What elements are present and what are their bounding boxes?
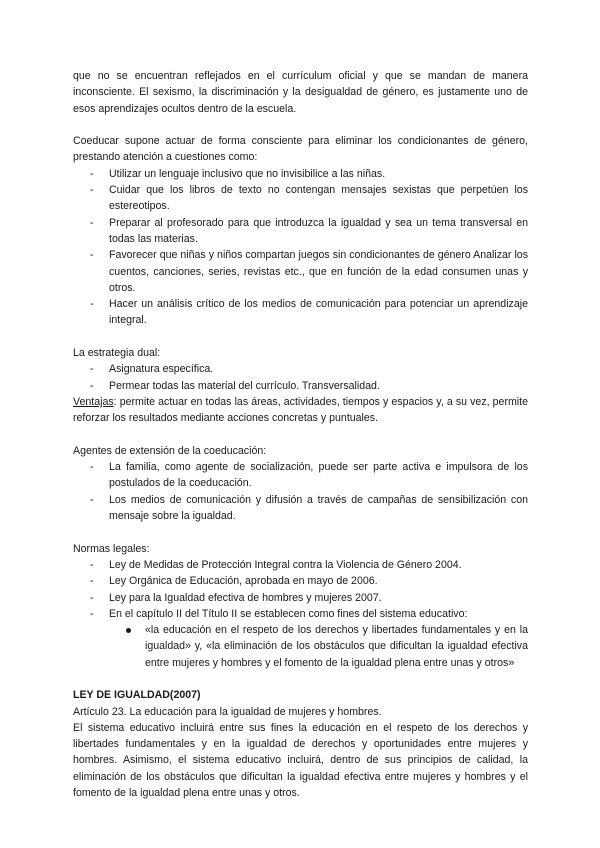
ley-paragraph: El sistema educativo incluirá entre sus fines la educación en el respeto de los derechos y libertades fundamentales y en la igualdad de derechos y oportunidades entre mujeres y hombres. Asimismo, el sistema educativo incluirá, dentro de sus principios de calidad, la eliminación de los obstáculos que dificultan la igualdad efectiva entre mujeres y hombres y el fomento de la igualdad plena entre unas y otros. <box>73 721 528 800</box>
list-item-text: En el capítulo II del Título II se establecen como fines del sistema educativo: <box>109 607 468 620</box>
ley-heading: LEY DE IGUALDAD(2007) <box>73 689 201 702</box>
ventajas-label: Ventajas <box>73 395 114 408</box>
list-item: - Asignatura específica. <box>73 361 528 377</box>
normas-list <box>73 557 528 671</box>
sub-list-item: «la educación en el respeto de los derechos y libertades fundamentales y en la igualdad» y, «la eliminación de los obstáculos que dificultan la igualdad efectiva entre mujeres y hombres y el fomento de la igualdad plena entre unas y otros» <box>109 622 528 671</box>
list-item: - Ley de Medidas de Protección Integral contra la Violencia de Género 2004. <box>73 557 528 573</box>
list-item <box>73 606 528 671</box>
ventajas-text: : permite actuar en todas las áreas, actividades, tiempos y espacios y, a su vez, permite reforzar los resultados mediante acciones concretas y puntuales. <box>73 395 528 425</box>
list-item: - Cuidar que los libros de texto no contengan mensajes sexistas que perpetúen los estereotipos. <box>73 182 528 215</box>
list-item: - Hacer un análisis crítico de los medios de comunicación para potenciar un aprendizaje integral. <box>73 296 528 329</box>
normas-sublist <box>109 622 528 671</box>
coeducar-paragraph: Coeducar supone actuar de forma consciente para eliminar los condicionantes de género, prestando atención a cuestiones como: <box>73 135 528 164</box>
coeducar-list <box>73 166 528 329</box>
agentes-list <box>73 459 528 524</box>
list-item: - Permear todas las material del currículo. Transversalidad. <box>73 378 528 394</box>
list-item: - Ley para la Igualdad efectiva de hombres y mujeres 2007. <box>73 590 528 606</box>
normas-title: Normas legales: <box>73 542 150 555</box>
list-item: - Preparar al profesorado para que introduzca la igualdad y sea un tema transversal en todas las materias. <box>73 215 528 248</box>
intro-paragraph: que no se encuentran reflejados en el currículum oficial y que se mandan de manera inconsciente. El sexismo, la discriminación y la desigualdad de género, es justamente uno de esos aprendizajes ocultos dentro de la escuela. <box>73 70 528 115</box>
list-item: - Ley Orgánica de Educación, aprobada en mayo de 2006. <box>73 573 528 589</box>
ventajas-paragraph <box>73 394 528 427</box>
articulo-title: Artículo 23. La educación para la igualdad de mujeres y hombres. <box>73 705 382 718</box>
estrategia-title: La estrategia dual: <box>73 347 161 360</box>
estrategia-list <box>73 361 528 394</box>
list-item: - Los medios de comunicación y difusión a través de campañas de sensibilización con mensaje sobre la igualdad. <box>73 492 528 525</box>
agentes-title: Agentes de extensión de la coeducación: <box>73 444 267 457</box>
list-item: - Favorecer que niñas y niños compartan juegos sin condicionantes de género Analizar los cuentos, canciones, series, revistas etc., que en función de la edad consumen unas y otros. <box>73 247 528 296</box>
list-item: - La familia, como agente de socialización, puede ser parte activa e impulsora de los postulados de la coeducación. <box>73 459 528 492</box>
list-item: - Utilizar un lenguaje inclusivo que no invisibilice a las niñas. <box>73 166 528 182</box>
